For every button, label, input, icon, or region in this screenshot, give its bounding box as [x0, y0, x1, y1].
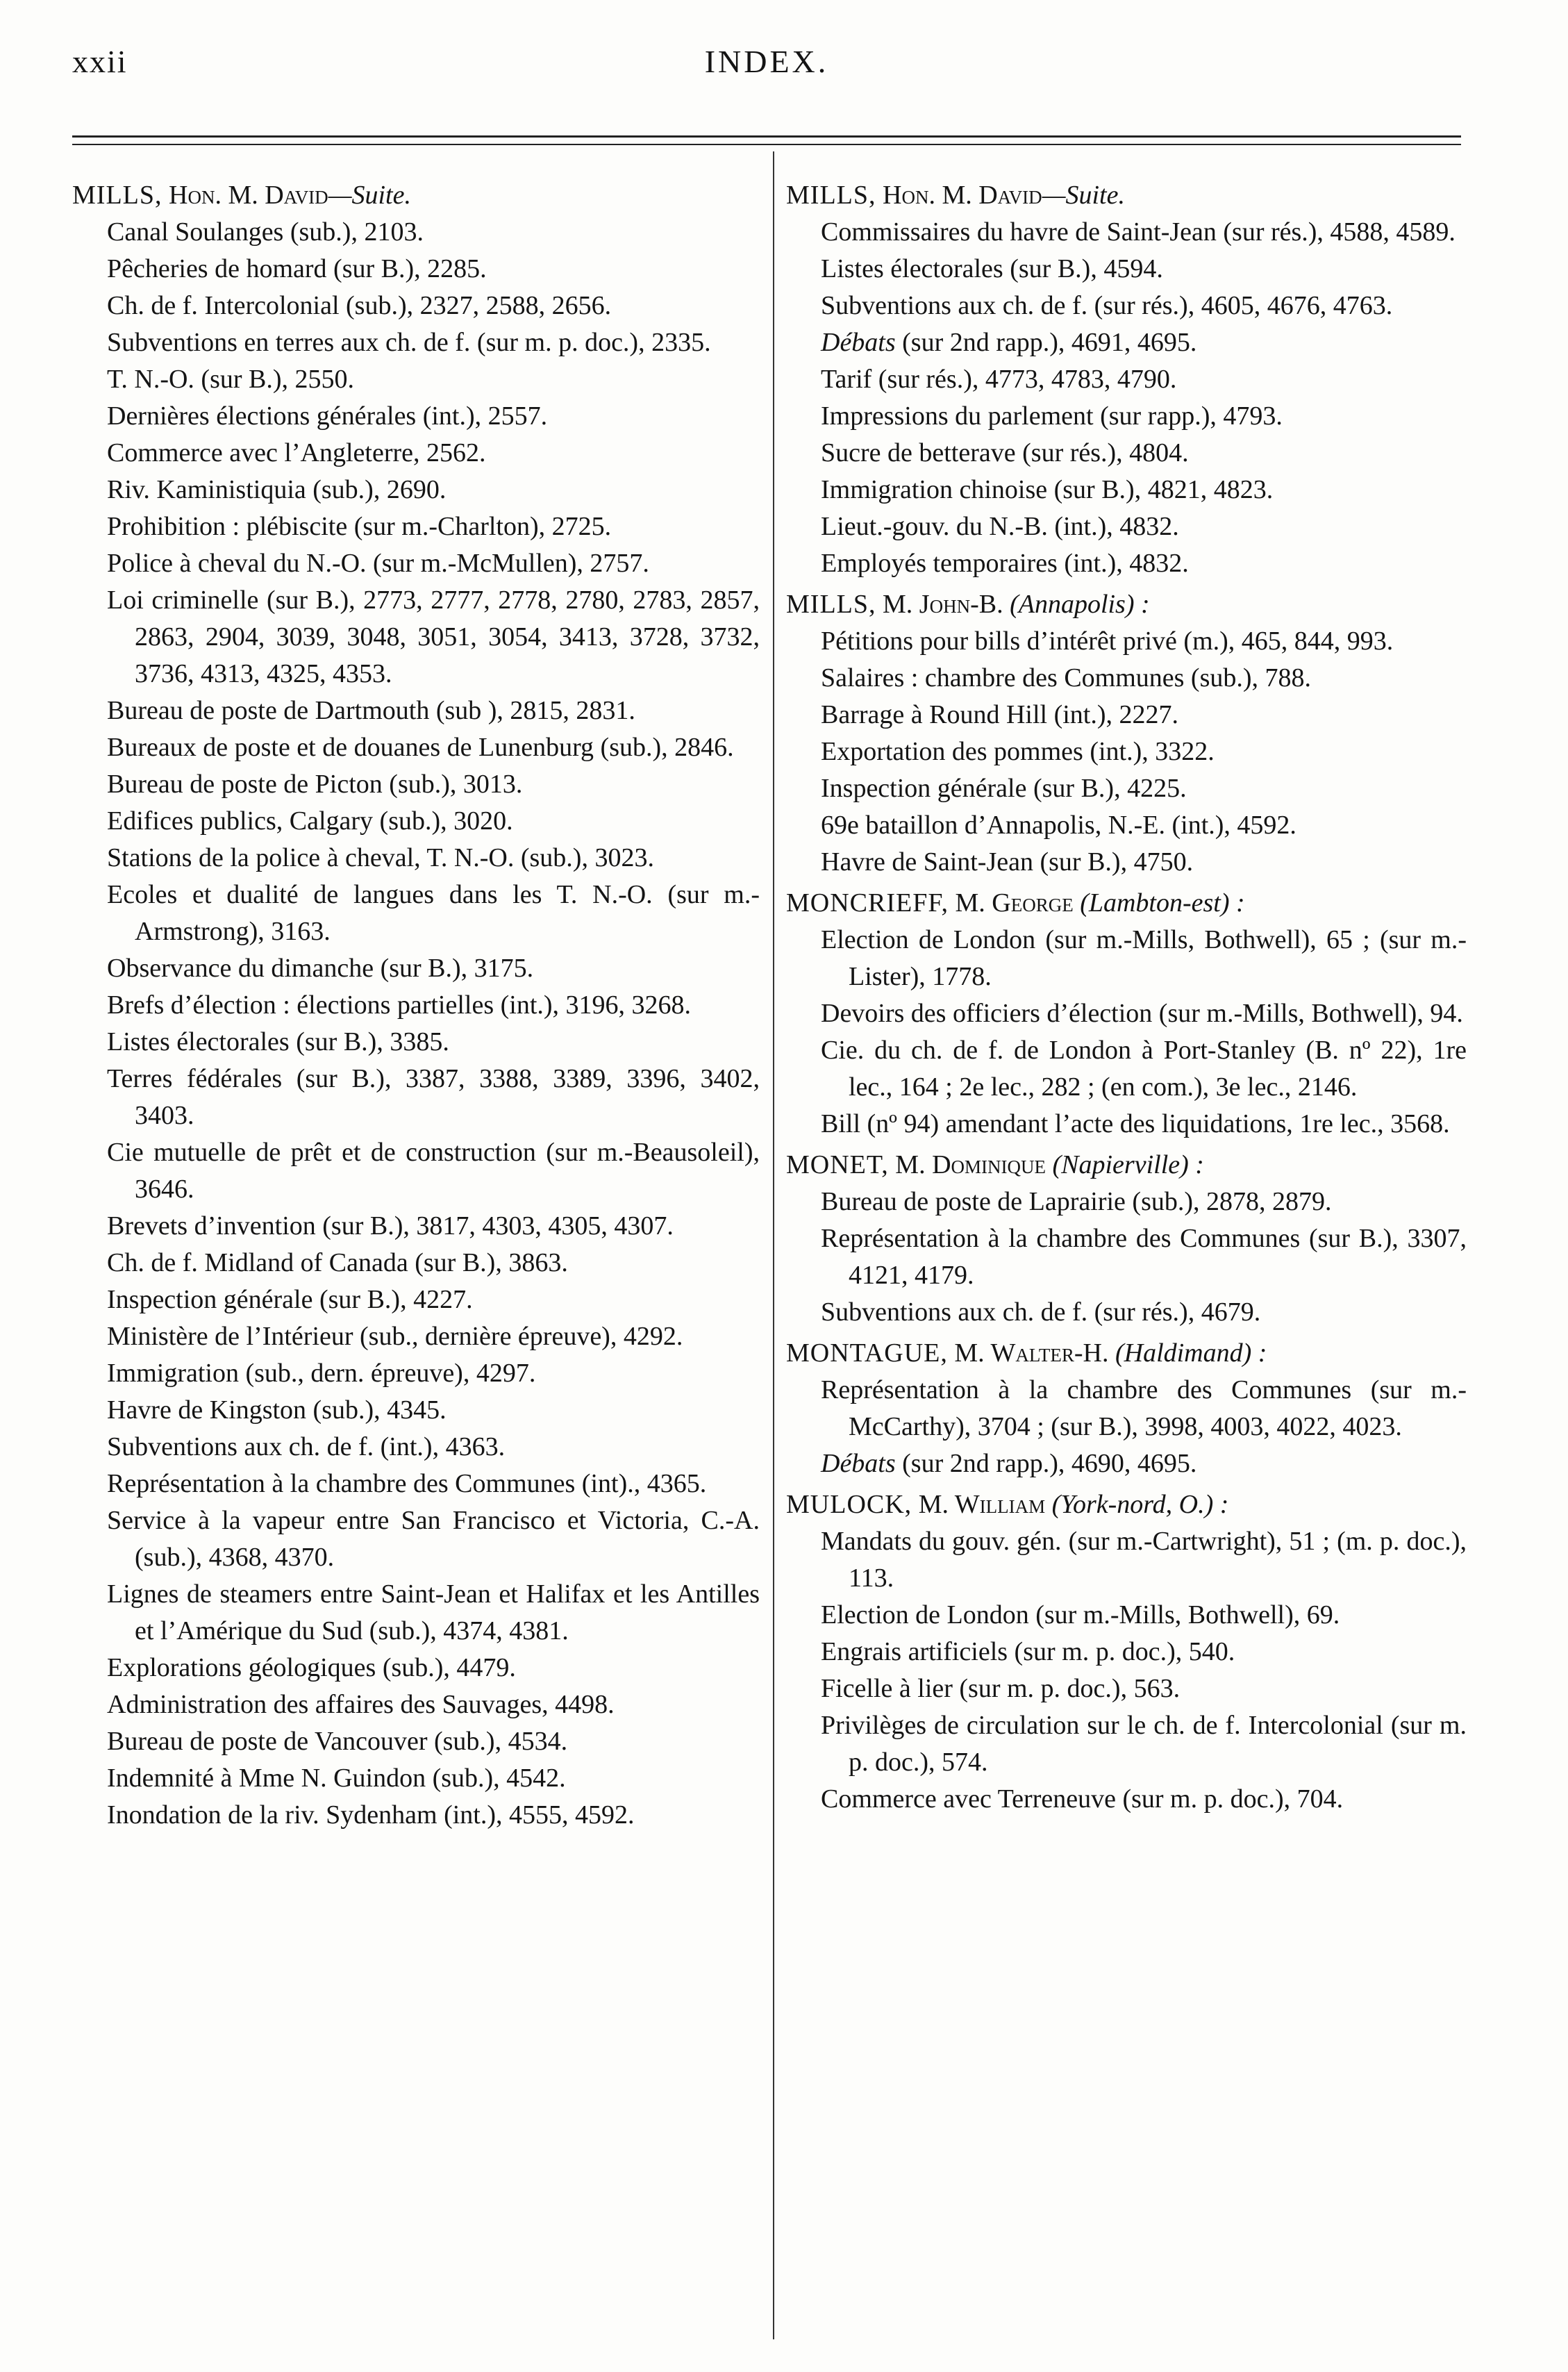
item-text: (sur 2nd rapp.), 4690, 4695.: [895, 1449, 1197, 1478]
index-entry: [786, 586, 1467, 881]
member-riding: (Napierville) :: [1052, 1150, 1204, 1179]
index-item: Représentation à la chambre des Communes (int)., 4365.: [107, 1469, 707, 1498]
entry-heading: [786, 586, 1467, 623]
item-text: Pétitions pour bills d’intérêt privé (m.), 465, 844, 993.: [821, 627, 1394, 656]
index-item: Inondation de la riv. Sydenham (int.), 4555, 4592.: [107, 1800, 635, 1830]
index-item: [786, 1220, 1467, 1294]
index-item: Subventions aux ch. de f. (int.), 4363.: [107, 1432, 506, 1461]
page-header: [72, 43, 1461, 99]
index-item: Service à la vapeur entre San Francisco et Victoria, C.-A. (sub.), 4368, 4370.: [107, 1506, 760, 1572]
entry-heading: [786, 1335, 1467, 1372]
index-item: Administration des affaires des Sauvages, 4498.: [107, 1690, 615, 1719]
item-text: Impressions du parlement (sur rapp.), 4793.: [821, 401, 1283, 431]
index-item: [786, 508, 1467, 545]
index-item: [786, 660, 1467, 697]
index-item: Prohibition : plébiscite (sur m.-Charlton), 2725.: [107, 512, 612, 541]
member-title: Hon. M. David: [883, 181, 1042, 210]
index-entry: [786, 1486, 1467, 1818]
item-text: Exportation des pommes (int.), 3322.: [821, 737, 1215, 766]
entry-heading: [786, 1486, 1467, 1523]
index-item: Explorations géologiques (sub.), 4479.: [107, 1653, 516, 1682]
index-item: Ch. de f. Intercolonial (sub.), 2327, 2588, 2656.: [107, 291, 612, 320]
member-surname: MONTAGUE,: [786, 1338, 948, 1368]
index-item: Cie mutuelle de prêt et de construction (sur m.-Beausoleil), 3646.: [107, 1138, 760, 1204]
item-text: Engrais artificiels (sur m. p. doc.), 540.: [821, 1637, 1235, 1666]
member-title: Hon. M. David: [169, 181, 328, 210]
item-italic-word: Débats: [821, 1449, 896, 1478]
index-item: [786, 251, 1467, 288]
index-item: Ecoles et dualité de langues dans les T. N.-O. (sur m.-Armstrong), 3163.: [107, 880, 760, 946]
index-item: [786, 1597, 1467, 1634]
member-title: M. Dominique: [895, 1150, 1046, 1179]
item-text: Lieut.-gouv. du N.-B. (int.), 4832.: [821, 512, 1179, 541]
header-rule: [72, 135, 1461, 138]
index-item: Loi criminelle (sur B.), 2773, 2777, 2778, 2780, 2783, 2857, 2863, 2904, 3039, 3048, 3051, 3054, 3413, 3728, 3732, 3736, 4313, 4325, 4353.: [107, 586, 760, 688]
entry-heading: [72, 177, 760, 214]
item-text: Salaires : chambre des Communes (sub.), 788.: [821, 663, 1312, 692]
entry-heading: [786, 177, 1467, 214]
index-item: [786, 1781, 1467, 1818]
index-item: Stations de la police à cheval, T. N.-O. (sub.), 3023.: [107, 843, 654, 872]
item-text: Bill (nº 94) amendant l’acte des liquidations, 1re lec., 3568.: [821, 1109, 1450, 1138]
index-item: Terres fédérales (sur B.), 3387, 3388, 3389, 3396, 3402, 3403.: [107, 1064, 760, 1130]
index-item: Bureaux de poste et de douanes de Lunenburg (sub.), 2846.: [107, 733, 734, 762]
index-item: [786, 1294, 1467, 1331]
index-entry: [786, 177, 1467, 582]
item-text: Subventions aux ch. de f. (sur rés.), 4605, 4676, 4763.: [821, 291, 1393, 320]
header-rule-thin: [72, 144, 1461, 145]
index-item: Brevets d’invention (sur B.), 3817, 4303, 4305, 4307.: [107, 1211, 674, 1241]
index-item: [786, 922, 1467, 995]
index-item: [786, 1445, 1467, 1482]
index-item: [786, 733, 1467, 770]
index-item: Pêcheries de homard (sur B.), 2285.: [107, 254, 487, 283]
member-title: M. George: [955, 888, 1074, 918]
item-text: Barrage à Round Hill (int.), 2227.: [821, 700, 1179, 729]
index-item: Subventions en terres aux ch. de f. (sur m. p. doc.), 2335.: [107, 328, 711, 357]
index-item: [786, 623, 1467, 660]
index-item: [786, 288, 1467, 324]
item-text: Inspection générale (sur B.), 4225.: [821, 774, 1187, 803]
index-item: [786, 807, 1467, 844]
index-item: Ch. de f. Midland of Canada (sur B.), 3863.: [107, 1248, 568, 1277]
item-italic-word: Débats: [821, 328, 896, 357]
member-surname: MONCRIEFF,: [786, 888, 949, 918]
item-text: Listes électorales (sur B.), 4594.: [821, 254, 1163, 283]
item-text: Représentation à la chambre des Communes (sur m.-McCarthy), 3704 ; (sur B.), 3998, 4003, 4022, 4023.: [821, 1375, 1467, 1441]
entry-heading: [786, 1147, 1467, 1184]
index-item: Bureau de poste de Dartmouth (sub ), 2815, 2831.: [107, 696, 635, 725]
index-item: [786, 1523, 1467, 1597]
item-text: Bureau de poste de Laprairie (sub.), 2878, 2879.: [821, 1187, 1332, 1216]
index-item: [786, 361, 1467, 398]
item-text: Ficelle à lier (sur m. p. doc.), 563.: [821, 1674, 1181, 1703]
index-item: Brefs d’élection : élections partielles (int.), 3196, 3268.: [107, 990, 692, 1020]
index-entry: [786, 885, 1467, 1143]
running-title: INDEX.: [704, 44, 829, 79]
member-surname: MILLS,: [786, 181, 876, 210]
index-entry: [786, 1147, 1467, 1331]
item-text: 69e bataillon d’Annapolis, N.-E. (int.), 4592.: [821, 811, 1296, 840]
item-text: Subventions aux ch. de f. (sur rés.), 4679.: [821, 1297, 1261, 1327]
index-item: [786, 545, 1467, 582]
index-item: Riv. Kaministiquia (sub.), 2690.: [107, 475, 447, 504]
member-riding: (Lambton-est) :: [1080, 888, 1245, 918]
member-title: M. William: [918, 1490, 1046, 1519]
item-text: Immigration chinoise (sur B.), 4821, 4823.: [821, 475, 1274, 504]
heading-suffix: —Suite.: [1042, 181, 1125, 210]
index-item: [786, 1670, 1467, 1707]
index-item: Ministère de l’Intérieur (sub., dernière épreuve), 4292.: [107, 1322, 683, 1351]
index-item: Canal Soulanges (sub.), 2103.: [107, 217, 424, 247]
index-item: Observance du dimanche (sur B.), 3175.: [107, 954, 534, 983]
column-divider: [773, 151, 774, 2339]
member-title: M. Walter-H.: [954, 1338, 1109, 1368]
index-item: Listes électorales (sur B.), 3385.: [107, 1027, 449, 1056]
index-item: Dernières élections générales (int.), 2557.: [107, 401, 548, 431]
index-item: [786, 770, 1467, 807]
index-item: [786, 697, 1467, 733]
index-item: Havre de Kingston (sub.), 4345.: [107, 1395, 447, 1425]
member-riding: (York-nord, O.) :: [1051, 1490, 1229, 1519]
index-item: [786, 995, 1467, 1032]
item-text: Tarif (sur rés.), 4773, 4783, 4790.: [821, 365, 1177, 394]
index-item: [786, 214, 1467, 251]
index-item: [786, 1707, 1467, 1781]
index-item: Edifices publics, Calgary (sub.), 3020.: [107, 806, 513, 836]
item-text: Privilèges de circulation sur le ch. de f. Intercolonial (sur m. p. doc.), 574.: [821, 1711, 1467, 1777]
page-number: xxii: [72, 44, 128, 79]
item-text: Mandats du gouv. gén. (sur m.-Cartwright), 51 ; (m. p. doc.), 113.: [821, 1527, 1467, 1593]
index-entry: [786, 1335, 1467, 1482]
member-surname: MILLS,: [72, 181, 162, 210]
item-text: Cie. du ch. de f. de London à Port-Stanley (B. nº 22), 1re lec., 164 ; 2e lec., 282 ; (en com.), 3e lec., 2146.: [821, 1036, 1467, 1102]
item-text: Employés temporaires (int.), 4832.: [821, 549, 1189, 578]
index-item: [786, 1106, 1467, 1143]
heading-suffix: —Suite.: [328, 181, 411, 210]
item-text: (sur 2nd rapp.), 4691, 4695.: [895, 328, 1197, 357]
member-surname: MULOCK,: [786, 1490, 912, 1519]
index-item: [786, 324, 1467, 361]
index-item: Lignes de steamers entre Saint-Jean et Halifax et les Antilles et l’Amérique du Sud (sub.), 4374, 4381.: [107, 1579, 760, 1645]
index-item: Bureau de poste de Vancouver (sub.), 4534.: [107, 1727, 568, 1756]
index-item: [786, 844, 1467, 881]
item-text: Election de London (sur m.-Mills, Bothwell), 65 ; (sur m.-Lister), 1778.: [821, 925, 1467, 991]
index-item: [786, 1372, 1467, 1445]
index-item: [786, 398, 1467, 435]
member-riding: (Haldimand) :: [1115, 1338, 1267, 1368]
index-item: [786, 472, 1467, 508]
item-text: Devoirs des officiers d’élection (sur m.-Mills, Bothwell), 94.: [821, 999, 1463, 1028]
item-text: Havre de Saint-Jean (sur B.), 4750.: [821, 847, 1194, 877]
index-item: T. N.-O. (sur B.), 2550.: [107, 365, 355, 394]
index-item: Police à cheval du N.-O. (sur m.-McMullen), 2757.: [107, 549, 649, 578]
index-entry: [72, 177, 760, 1834]
item-text: Représentation à la chambre des Communes (sur B.), 3307, 4121, 4179.: [821, 1224, 1467, 1290]
left-column: [72, 177, 760, 1834]
index-item: Inspection générale (sur B.), 4227.: [107, 1285, 473, 1314]
member-riding: (Annapolis) :: [1010, 590, 1150, 619]
index-item: Immigration (sub., dern. épreuve), 4297.: [107, 1359, 536, 1388]
index-item: Commerce avec l’Angleterre, 2562.: [107, 438, 486, 467]
index-item: [786, 435, 1467, 472]
item-text: Commerce avec Terreneuve (sur m. p. doc.), 704.: [821, 1784, 1344, 1814]
index-item: Indemnité à Mme N. Guindon (sub.), 4542.: [107, 1764, 566, 1793]
item-text: Commissaires du havre de Saint-Jean (sur rés.), 4588, 4589.: [821, 217, 1456, 247]
member-surname: MONET,: [786, 1150, 889, 1179]
item-text: Election de London (sur m.-Mills, Bothwell), 69.: [821, 1600, 1340, 1629]
entry-heading: [786, 885, 1467, 922]
member-surname: MILLS,: [786, 590, 876, 619]
member-title: M. John-B.: [883, 590, 1003, 619]
index-item: [786, 1634, 1467, 1670]
index-item: [786, 1184, 1467, 1220]
right-column: [786, 177, 1467, 1818]
index-item: Bureau de poste de Picton (sub.), 3013.: [107, 770, 523, 799]
item-text: Sucre de betterave (sur rés.), 4804.: [821, 438, 1189, 467]
index-item: [786, 1032, 1467, 1106]
